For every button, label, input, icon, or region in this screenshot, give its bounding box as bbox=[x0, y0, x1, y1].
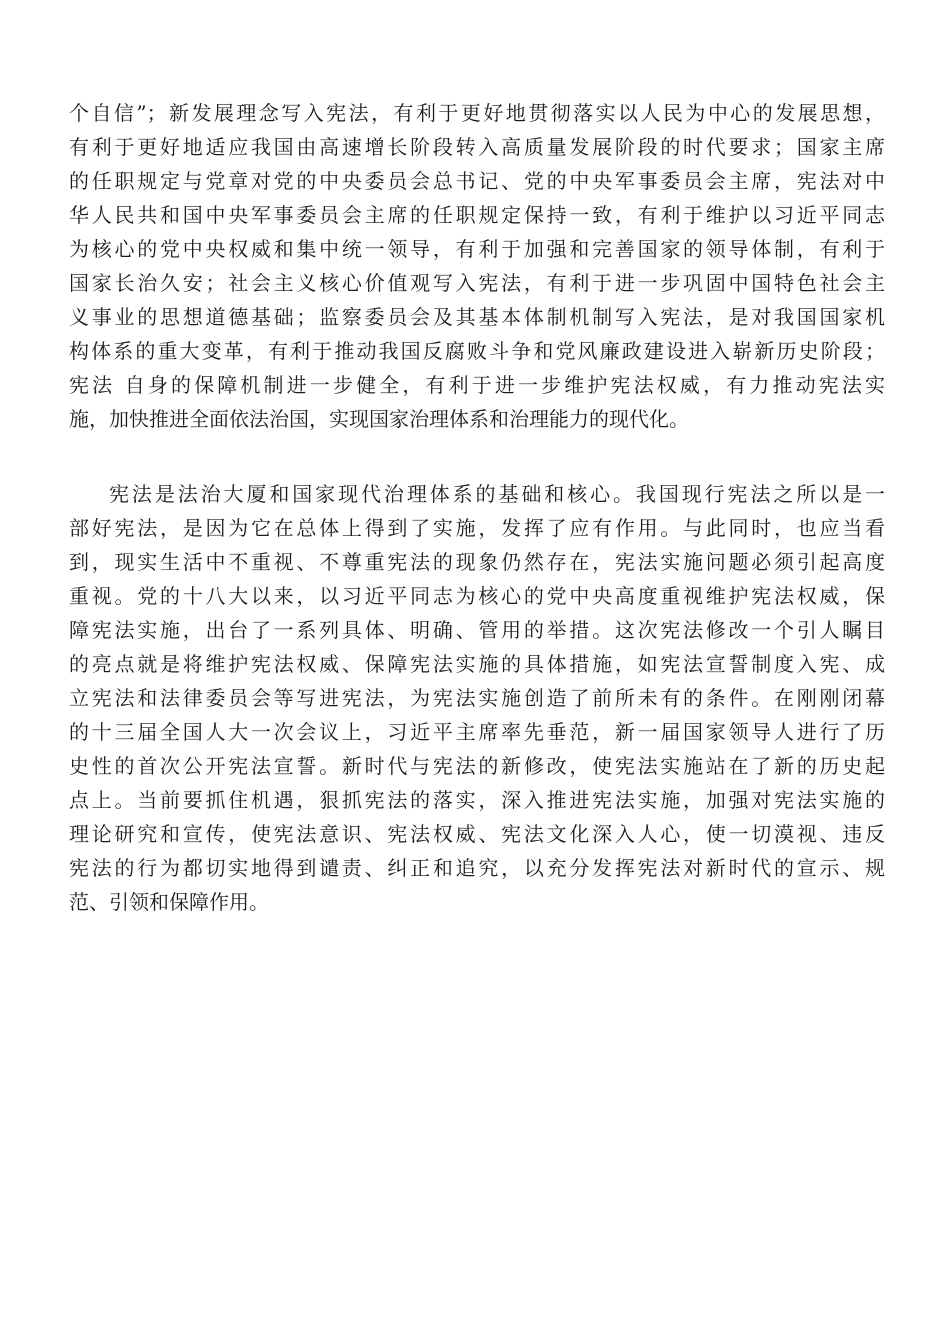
text-line: 宪法 自身的保障机制进一步健全，有利于进一步维护宪法权威，有力推动宪法实 bbox=[69, 373, 885, 397]
text-line: 重视。党的十八大以来，以习近平同志为核心的党中央高度重视维护宪法权威，保 bbox=[69, 584, 885, 608]
text-line: 理论研究和宣传，使宪法意识、宪法权威、宪法文化深入人心，使一切漠视、违反 bbox=[69, 822, 885, 846]
text-line: 到，现实生活中不重视、不尊重宪法的现象仍然存在，宪法实施问题必须引起高度 bbox=[69, 550, 885, 574]
text-line: 点上。当前要抓住机遇，狠抓宪法的落实，深入推进宪法实施，加强对宪法实施的 bbox=[69, 788, 885, 812]
paragraph-1 bbox=[69, 96, 885, 436]
text-line: 宪法是法治大厦和国家现代治理体系的基础和核心。我国现行宪法之所以是一 bbox=[109, 482, 885, 506]
text-line: 部好宪法，是因为它在总体上得到了实施，发挥了应有作用。与此同时，也应当看 bbox=[69, 516, 885, 540]
text-line: 国家长治久安；社会主义核心价值观写入宪法，有利于进一步巩固中国特色社会主 bbox=[69, 271, 885, 295]
text-line: 构体系的重大变革，有利于推动我国反腐败斗争和党风廉政建设进入崭新历史阶段； bbox=[69, 339, 885, 363]
text-line: 个自信”；新发展理念写入宪法，有利于更好地贯彻落实以人民为中心的发展思想， bbox=[69, 101, 885, 125]
text-line: 义事业的思想道德基础；监察委员会及其基本体制机制写入宪法，是对我国国家机 bbox=[69, 305, 885, 329]
text-line: 立宪法和法律委员会等写进宪法，为宪法实施创造了前所未有的条件。在刚刚闭幕 bbox=[69, 686, 885, 710]
text-line: 的任职规定与党章对党的中央委员会总书记、党的中央军事委员会主席，宪法对中 bbox=[69, 169, 885, 193]
text-line: 华人民共和国中央军事委员会主席的任职规定保持一致，有利于维护以习近平同志 bbox=[69, 203, 885, 227]
paragraph-2 bbox=[69, 477, 885, 919]
text-line: 施，加快推进全面依法治国，实现国家治理体系和治理能力的现代化。 bbox=[69, 407, 689, 431]
text-line: 的亮点就是将维护宪法权威、保障宪法实施的具体措施，如宪法宣誓制度入宪、成 bbox=[69, 652, 885, 676]
text-line: 为核心的党中央权威和集中统一领导，有利于加强和完善国家的领导体制，有利于 bbox=[69, 237, 885, 261]
text-line: 的十三届全国人大一次会议上，习近平主席率先垂范，新一届国家领导人进行了历 bbox=[69, 720, 885, 744]
text-line: 范、引领和保障作用。 bbox=[69, 890, 269, 914]
text-line: 宪法的行为都切实地得到谴责、纠正和追究，以充分发挥宪法对新时代的宣示、规 bbox=[69, 856, 885, 880]
text-line: 障宪法实施，出台了一系列具体、明确、管用的举措。这次宪法修改一个引人瞩目 bbox=[69, 618, 885, 642]
text-line: 有利于更好地适应我国由高速增长阶段转入高质量发展阶段的时代要求；国家主席 bbox=[69, 135, 885, 159]
text-line: 史性的首次公开宪法宣誓。新时代与宪法的新修改，使宪法实施站在了新的历史起 bbox=[69, 754, 885, 778]
